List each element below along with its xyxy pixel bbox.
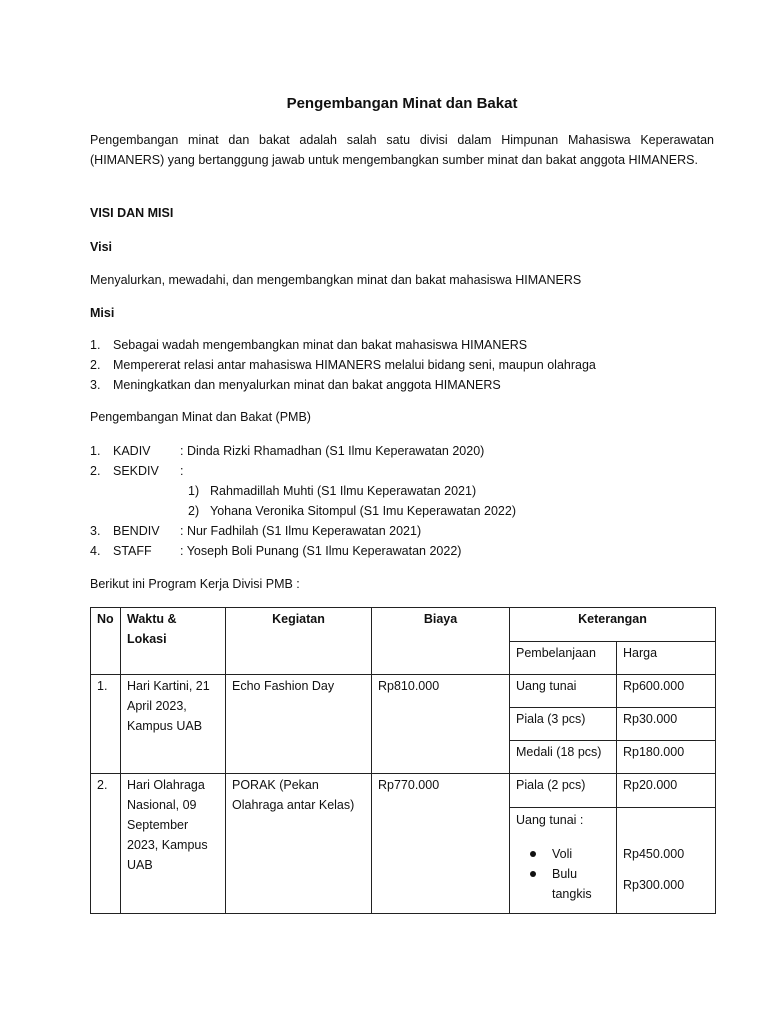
misi-item-number: 1. (90, 338, 101, 352)
header-kegiatan: Kegiatan (226, 608, 372, 675)
program-intro: Berikut ini Program Kerja Divisi PMB : (90, 577, 300, 591)
structure-role: KADIV (113, 444, 151, 458)
item-name: Piala (2 pcs) (510, 774, 617, 808)
structure-number: 2. (90, 464, 101, 478)
cash-item: Voli (552, 844, 610, 864)
item-name: Uang tunai (510, 675, 617, 708)
sekdiv-member-number: 1) (188, 484, 200, 498)
header-biaya: Biaya (372, 608, 510, 675)
structure-item-sekdiv (90, 461, 183, 481)
item-price: Rp20.000 (617, 774, 716, 808)
document-title: Pengembangan Minat dan Bakat (286, 95, 518, 112)
cash-price-cell (617, 808, 716, 914)
sekdiv-member (188, 501, 516, 521)
structure-role: BENDIV (113, 524, 160, 538)
sekdiv-member-text: Rahmadillah Muhti (S1 Ilmu Keperawatan 2021) (210, 484, 477, 498)
item-price: Rp450.000 (623, 847, 685, 861)
structure-item-kadiv (90, 441, 484, 461)
misi-item (90, 335, 527, 355)
cash-list (516, 844, 610, 904)
misi-heading: Misi (90, 306, 115, 320)
visi-misi-heading: VISI DAN MISI (90, 206, 174, 220)
cash-cell (510, 808, 617, 914)
misi-item (90, 355, 596, 375)
row-kegiatan: PORAK (Pekan Olahraga antar Kelas) (226, 774, 372, 914)
table-row (91, 774, 716, 808)
header-keterangan: Keterangan (510, 608, 716, 642)
sekdiv-member-text: Yohana Veronika Sitompul (S1 Imu Keperawatan 2022) (210, 504, 516, 518)
item-price: Rp600.000 (617, 675, 716, 708)
pmb-heading: Pengembangan Minat dan Bakat (PMB) (90, 410, 311, 424)
row-waktu: Hari Kartini, 21 April 2023, Kampus UAB (121, 675, 226, 774)
row-biaya: Rp770.000 (372, 774, 510, 914)
intro-paragraph: Pengembangan minat dan bakat adalah salah satu divisi dalam Himpunan Mahasiswa Keperawatan (HIMANERS) yang bertanggung jawab untuk mengembangkan sumber minat dan bakat anggota HIMANERS. (90, 133, 714, 167)
structure-item-bendiv (90, 521, 421, 541)
row-no: 1. (91, 675, 121, 774)
item-price: Rp30.000 (617, 708, 716, 741)
table-row (91, 675, 716, 708)
row-no: 2. (91, 774, 121, 914)
structure-number: 4. (90, 544, 101, 558)
cash-item: Bulu tangkis (552, 864, 602, 904)
header-no: No (91, 608, 121, 675)
item-price: Rp300.000 (623, 878, 685, 892)
header-harga: Harga (617, 642, 716, 675)
structure-value: : Dinda Rizki Rhamadhan (S1 Ilmu Keperawatan 2020) (180, 444, 485, 458)
item-price: Rp180.000 (617, 741, 716, 774)
item-name: Medali (18 pcs) (510, 741, 617, 774)
structure-role: STAFF (113, 544, 152, 558)
cash-label: Uang tunai : (516, 813, 584, 827)
row-biaya: Rp810.000 (372, 675, 510, 774)
misi-item-number: 2. (90, 358, 101, 372)
visi-text: Menyalurkan, mewadahi, dan mengembangkan minat dan bakat mahasiswa HIMANERS (90, 273, 582, 287)
structure-value: : Yoseph Boli Punang (S1 Ilmu Keperawatan 2022) (180, 544, 462, 558)
misi-item-number: 3. (90, 378, 101, 392)
structure-value: : (180, 464, 184, 478)
item-name: Piala (3 pcs) (510, 708, 617, 741)
misi-item (90, 375, 501, 395)
misi-item-text: Mempererat relasi antar mahasiswa HIMANERS melalui bidang seni, maupun olahraga (113, 358, 596, 372)
sekdiv-member-number: 2) (188, 504, 200, 518)
structure-number: 3. (90, 524, 101, 538)
structure-item-staff (90, 541, 461, 561)
structure-value: : Nur Fadhilah (S1 Ilmu Keperawatan 2021) (180, 524, 422, 538)
program-table (90, 607, 716, 914)
sekdiv-member (188, 481, 476, 501)
header-waktu: Waktu & Lokasi (121, 608, 226, 675)
row-kegiatan: Echo Fashion Day (226, 675, 372, 774)
header-pembelanjaan: Pembelanjaan (510, 642, 617, 675)
visi-heading: Visi (90, 240, 113, 254)
structure-number: 1. (90, 444, 101, 458)
row-waktu: Hari Olahraga Nasional, 09 September 2023, Kampus UAB (121, 774, 226, 914)
table-header-row (91, 608, 716, 642)
misi-item-text: Meningkatkan dan menyalurkan minat dan bakat anggota HIMANERS (113, 378, 501, 392)
structure-role: SEKDIV (113, 464, 159, 478)
misi-item-text: Sebagai wadah mengembangkan minat dan bakat mahasiswa HIMANERS (113, 338, 528, 352)
